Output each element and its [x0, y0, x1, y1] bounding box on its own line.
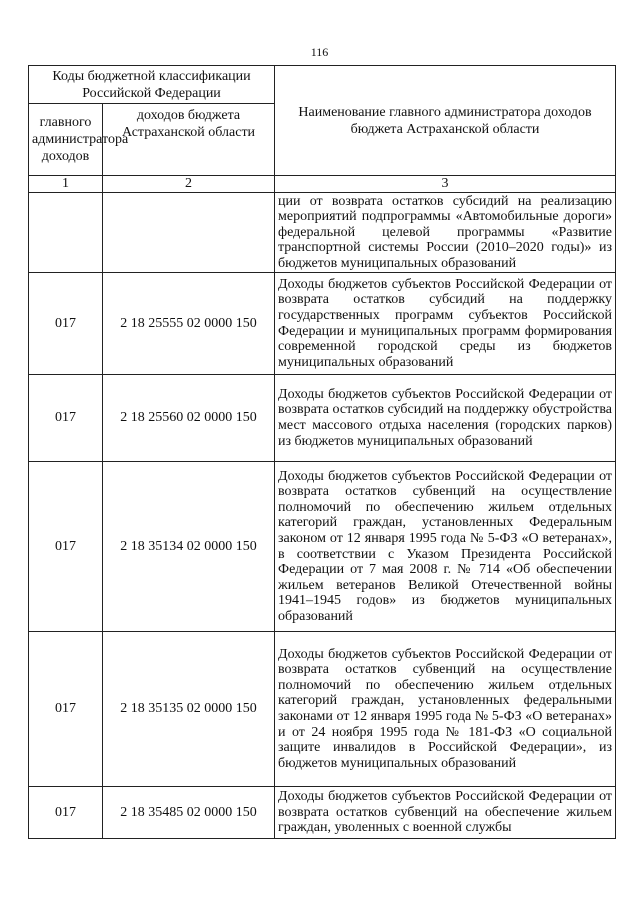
admin-code-cell [29, 193, 103, 273]
table-row [29, 632, 616, 787]
income-code-cell: 2 18 35485 02 0000 150 [103, 787, 275, 839]
table-row [29, 462, 616, 632]
header-name-column: Наименование главного администратора доходов бюджета Астраханской области [275, 66, 616, 176]
table-row [29, 193, 616, 273]
column-number-2: 2 [103, 176, 275, 193]
admin-code-cell: 017 [29, 375, 103, 462]
income-code-cell: 2 18 25560 02 0000 150 [103, 375, 275, 462]
income-code-cell: 2 18 25555 02 0000 150 [103, 273, 275, 375]
table-row [29, 375, 616, 462]
admin-code-cell: 017 [29, 632, 103, 787]
page-number: 116 [310, 45, 329, 59]
admin-code-cell: 017 [29, 787, 103, 839]
column-number-3: 3 [275, 176, 616, 193]
budget-classification-table [28, 65, 616, 839]
header-admin-column: главного администратора доходов [29, 104, 103, 176]
income-code-cell: 2 18 35134 02 0000 150 [103, 462, 275, 632]
header-group-title: Коды бюджетной классификации Российской Федерации [29, 66, 275, 104]
income-name-cell: Доходы бюджетов субъектов Российской Федерации от возврата остатков субсидий на поддержку государственных программ субъектов Российской Федерации и муниципальных программ формирования современной городской среды из бюджетов муниципальных образований [275, 273, 616, 375]
income-name-cell: Доходы бюджетов субъектов Российской Федерации от возврата остатков субвенций на осуществление полномочий по обеспечению жильем отдельных категорий граждан, установленных Федеральным законом от 12 января 1995 года № 5-ФЗ «О ветеранах», в соответствии с Указом Президента Российской Федерации от 7 мая 2008 г. № 714 «Об обеспечении жильем ветеранов Великой Отечественной войны 1941–1945 годов» из бюджетов муниципальных образований [275, 462, 616, 632]
income-name-cell: ции от возврата остатков субсидий на реализацию мероприятий подпрограммы «Автомобильные дороги» федеральной целевой программы «Развитие транспортной системы России (2010–2020 годы)» из бюджетов муниципальных образований [275, 193, 616, 273]
column-number-1: 1 [29, 176, 103, 193]
table-row [29, 787, 616, 839]
income-name-cell: Доходы бюджетов субъектов Российской Федерации от возврата остатков субсидий на поддержку обустройства мест массового отдыха населения (городских парков) из бюджетов муниципальных образований [275, 375, 616, 462]
table-row [29, 273, 616, 375]
admin-code-cell: 017 [29, 273, 103, 375]
income-name-cell: Доходы бюджетов субъектов Российской Федерации от возврата остатков субвенций на обеспечение жильем граждан, уволенных с военной службы [275, 787, 616, 839]
income-name-cell: Доходы бюджетов субъектов Российской Федерации от возврата остатков субвенций на осуществление полномочий по обеспечению жильем отдельных категорий граждан, установленных федеральными законами от 12 января 1995 года № 5-ФЗ «О ветеранах» и от 24 ноября 1995 года № 181-ФЗ «О социальной защите инвалидов в Российской Федерации», из бюджетов муниципальных образований [275, 632, 616, 787]
admin-code-cell: 017 [29, 462, 103, 632]
header-income-column: доходов бюджета Астраханской области [103, 104, 275, 176]
income-code-cell: 2 18 35135 02 0000 150 [103, 632, 275, 787]
income-code-cell [103, 193, 275, 273]
